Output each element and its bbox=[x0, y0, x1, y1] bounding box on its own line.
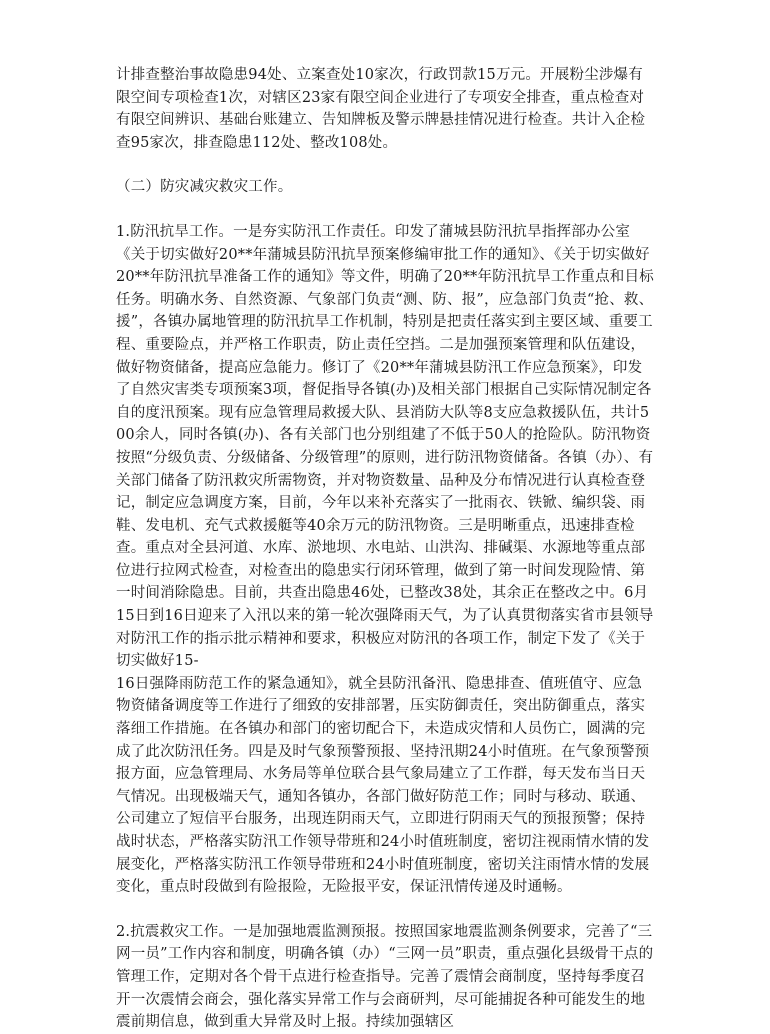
paragraph-flood-drought-control: 1.防汛抗旱工作。一是夯实防汛工作责任。印发了蒲城县防汛抗旱指挥部办公室《关于切实做好20**年蒲城县防汛抗旱预案修编审批工作的通知》、《关于切实做好20**年防汛抗旱准备工作的通知》等文件，明确了20**年防汛抗旱工作重点和目标任务。明确水务、自然资源、气象部门负责“测、防、报”，应急部门负责“抢、救、援”，各镇办属地管理的防汛抗旱工作机制，特别是把责任落实到主要区域、重要工程、重要险点，并严格工作职责，防止责任空挡。二是加强预案管理和队伍建设，做好物资储备，提高应急能力。修订了《20**年蒲城县防汛工作应急预案》，印发了自然灾害类专项预案3项，督促指导各镇(办)及相关部门根据自己实际情况制定各自的度汛预案。现有应急管理局救援大队、县消防大队等8支应急救援队伍，共计500余人，同时各镇(办)、各有关部门也分别组建了不低于50人的抢险队。防汛物资按照“分级负责、分级储备、分级管理”的原则，进行防汛物资储备。各镇（办）、有关部门储备了防汛救灾所需物资，并对物资数量、品种及分布情况进行认真检查登记，制定应急调度方案，目前，今年以来补充落实了一批雨衣、铁锨、编织袋、雨鞋、发电机、充气式救援艇等40余万元的防汛物资。三是明晰重点，迅速排查检查。重点对全县河道、水库、淤地坝、水电站、山洪沟、排碱渠、水源地等重点部位进行拉网式检查，对检查出的隐患实行闭环管理，做到了第一时间发现险情、第一时间消除隐患。目前，共查出隐患46处，已整改38处，其余正在整改之中。6月15日到16日迎来了入汛以来的第一轮次强降雨天气，为了认真贯彻落实省市县领导对防汛工作的指示批示精神和要求，积极应对防汛的各项工作，制定下发了《关于切实做好15- 16日强降雨防范工作的紧急通知》，就全县防汛备汛、隐患排查、值班值守、应急物资储备调度等工作进行了细致的安排部署，压实防御责任，突出防御重点，落实落细工作措施。在各镇办和部门的密切配合下，未造成灾情和人员伤亡，圆满的完成了此次防汛任务。四是及时气象预警预报、坚持汛期24小时值班。在气象预警预报方面，应急管理局、水务局等单位联合县气象局建立了工作群，每天发布当日天气情况。出现极端天气，通知各镇办，各部门做好防范工作；同时与移动、联通、公司建立了短信平台服务，出现连阴雨天气，立即进行阴雨天气的预报预警；保持战时状态，严格落实防汛工作领导带班和24小时值班制度，密切注视雨情水情的发展变化，严格落实防汛工作领导带班和24小时值班制度，密切关注雨情水情的发展变化，重点时段做到有险报险，无险报平安，保证汛情传递及时通畅。 bbox=[116, 223, 654, 896]
section-heading-disaster-prevention: （二）防灾减灾救灾工作。 bbox=[116, 179, 293, 196]
document-body bbox=[116, 64, 656, 1034]
paragraph-gap bbox=[116, 154, 656, 176]
paragraph-gap bbox=[116, 899, 656, 921]
paragraph-gap bbox=[116, 199, 656, 221]
paragraph-inspection-summary: 计排查整治事故隐患94处、立案查处10家次，行政罚款15万元。开展粉尘涉爆有限空间专项检查1次，对辖区23家有限空间企业进行了专项安全排查，重点检查对有限空间辨识、基础台账建立、告知牌板及警示牌悬挂情况进行检查。共计入企检查95家次，排查隐患112处、整改108处。 bbox=[116, 67, 646, 151]
paragraph-earthquake-relief: 2.抗震救灾工作。一是加强地震监测预报。按照国家地震监测条例要求，完善了“三网一员”工作内容和制度，明确各镇（办）“三网一员”职责，重点强化县级骨干点的管理工作，定期对各个骨干点进行检查指导。完善了震情会商制度，坚持每季度召开一次震情会商会，强化落实异常工作与会商研判，尽可能捕捉各种可能发生的地震前期信息，做到重大异常及时上报。持续加强辖区 bbox=[116, 923, 654, 1031]
